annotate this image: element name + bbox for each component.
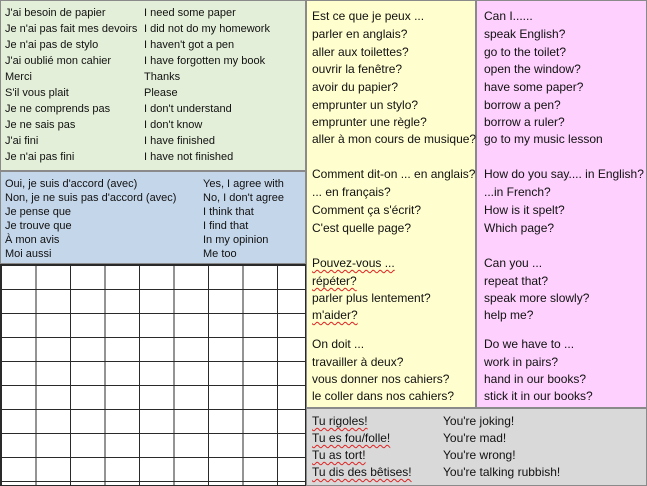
- question-item: C'est quelle page?: [312, 221, 412, 235]
- question-item: stick it in our books?: [484, 389, 593, 403]
- french-phrase: Merci: [5, 71, 32, 83]
- english-phrase: I haven't got a pen: [144, 39, 235, 51]
- classroom-phrases-panel: [0, 0, 306, 171]
- english-phrase: In my opinion: [203, 234, 269, 246]
- blank-grid: [0, 264, 306, 486]
- question-item: vous donner nos cahiers?: [312, 372, 450, 386]
- french-phrase: Je n'ai pas fini: [5, 151, 75, 163]
- english-phrase: Thanks: [144, 71, 181, 83]
- english-phrase: I think that: [203, 206, 254, 218]
- question-item: ...in French?: [484, 185, 551, 199]
- question-item: repeat that?: [484, 274, 549, 288]
- french-phrase: Oui, je suis d'accord (avec): [5, 178, 138, 190]
- question-item: hand in our books?: [484, 372, 587, 386]
- question-item: avoir du papier?: [312, 80, 399, 94]
- question-item: parler en anglais?: [312, 27, 408, 41]
- question-heading: Can you ...: [484, 256, 543, 270]
- question-item: go to my music lesson: [484, 132, 603, 146]
- question-item: Which page?: [484, 221, 555, 235]
- question-item: speak English?: [484, 27, 566, 41]
- exclamations-panel: [306, 408, 647, 486]
- french-phrase: Je n'ai pas fait mes devoirs: [5, 23, 138, 35]
- french-phrase: Je n'ai pas de stylo: [5, 39, 99, 51]
- english-phrase: I have forgotten my book: [144, 55, 266, 67]
- question-item: emprunter un stylo?: [312, 98, 419, 112]
- french-phrase: J'ai fini: [5, 135, 39, 147]
- question-heading: Comment dit-on ... en anglais?: [312, 167, 476, 181]
- french-phrase: Je ne sais pas: [5, 119, 76, 131]
- question-item: ... en français?: [312, 185, 391, 199]
- french-phrase: Tu rigoles!: [312, 414, 368, 428]
- question-heading: How do you say.... in English?: [484, 167, 644, 181]
- french-phrase: Je ne comprends pas: [5, 103, 111, 115]
- french-questions-panel: [306, 0, 476, 408]
- french-phrase: Tu dis des bêtises!: [312, 465, 412, 479]
- english-phrase: I don't know: [144, 119, 203, 131]
- french-phrase: S'il vous plait: [5, 87, 69, 99]
- question-heading: Pouvez-vous ...: [312, 256, 395, 270]
- french-phrase: J'ai oublié mon cahier: [5, 55, 112, 67]
- question-item: open the window?: [484, 62, 581, 76]
- question-item: ouvrir la fenêtre?: [312, 62, 403, 76]
- question-heading: Can I......: [484, 9, 533, 23]
- question-item: parler plus lentement?: [312, 291, 431, 305]
- question-item: Comment ça s'écrit?: [312, 203, 421, 217]
- french-phrase: Moi aussi: [5, 248, 52, 260]
- english-phrase: You're mad!: [443, 431, 507, 445]
- french-phrase: J'ai besoin de papier: [5, 7, 106, 19]
- question-item: work in pairs?: [484, 355, 559, 369]
- english-phrase: I need some paper: [144, 7, 236, 19]
- question-item: How is it spelt?: [484, 203, 565, 217]
- english-phrase: I did not do my homework: [144, 23, 270, 35]
- french-phrase: Tu es fou/folle!: [312, 431, 391, 445]
- english-phrase: No, I don't agree: [203, 192, 284, 204]
- question-item: help me?: [484, 308, 534, 322]
- french-phrase: Je pense que: [5, 206, 72, 218]
- question-item: travailler à deux?: [312, 355, 404, 369]
- english-questions-panel: [476, 0, 647, 408]
- french-phrase: À mon avis: [5, 234, 60, 246]
- french-phrase: Tu as tort!: [312, 448, 366, 462]
- english-phrase: Me too: [203, 248, 237, 260]
- english-phrase: You're joking!: [443, 414, 515, 428]
- question-item: have some paper?: [484, 80, 584, 94]
- question-item: speak more slowly?: [484, 291, 590, 305]
- english-phrase: You're wrong!: [443, 448, 516, 462]
- french-phrase: Non, je ne suis pas d'accord (avec): [5, 192, 177, 204]
- english-phrase: I have not finished: [144, 151, 234, 163]
- question-item: aller à mon cours de musique?: [312, 132, 477, 146]
- question-item: aller aux toilettes?: [312, 45, 409, 59]
- question-item: go to the toilet?: [484, 45, 567, 59]
- question-item: borrow a pen?: [484, 98, 561, 112]
- opinion-phrases-panel: [0, 171, 306, 264]
- question-heading: Est ce que je peux ...: [312, 9, 425, 23]
- question-heading: On doit ...: [312, 337, 365, 351]
- question-item: le coller dans nos cahiers?: [312, 389, 455, 403]
- question-item: m'aider?: [312, 308, 358, 322]
- question-heading: Do we have to ...: [484, 337, 575, 351]
- english-phrase: I have finished: [144, 135, 215, 147]
- english-phrase: I don't understand: [144, 103, 232, 115]
- french-phrase: Je trouve que: [5, 220, 72, 232]
- english-phrase: I find that: [203, 220, 249, 232]
- question-item: emprunter une règle?: [312, 115, 427, 129]
- english-phrase: Yes, I agree with: [203, 178, 284, 190]
- english-phrase: You're talking rubbish!: [443, 465, 561, 479]
- english-phrase: Please: [144, 87, 178, 99]
- question-item: répéter?: [312, 274, 357, 288]
- question-item: borrow a ruler?: [484, 115, 565, 129]
